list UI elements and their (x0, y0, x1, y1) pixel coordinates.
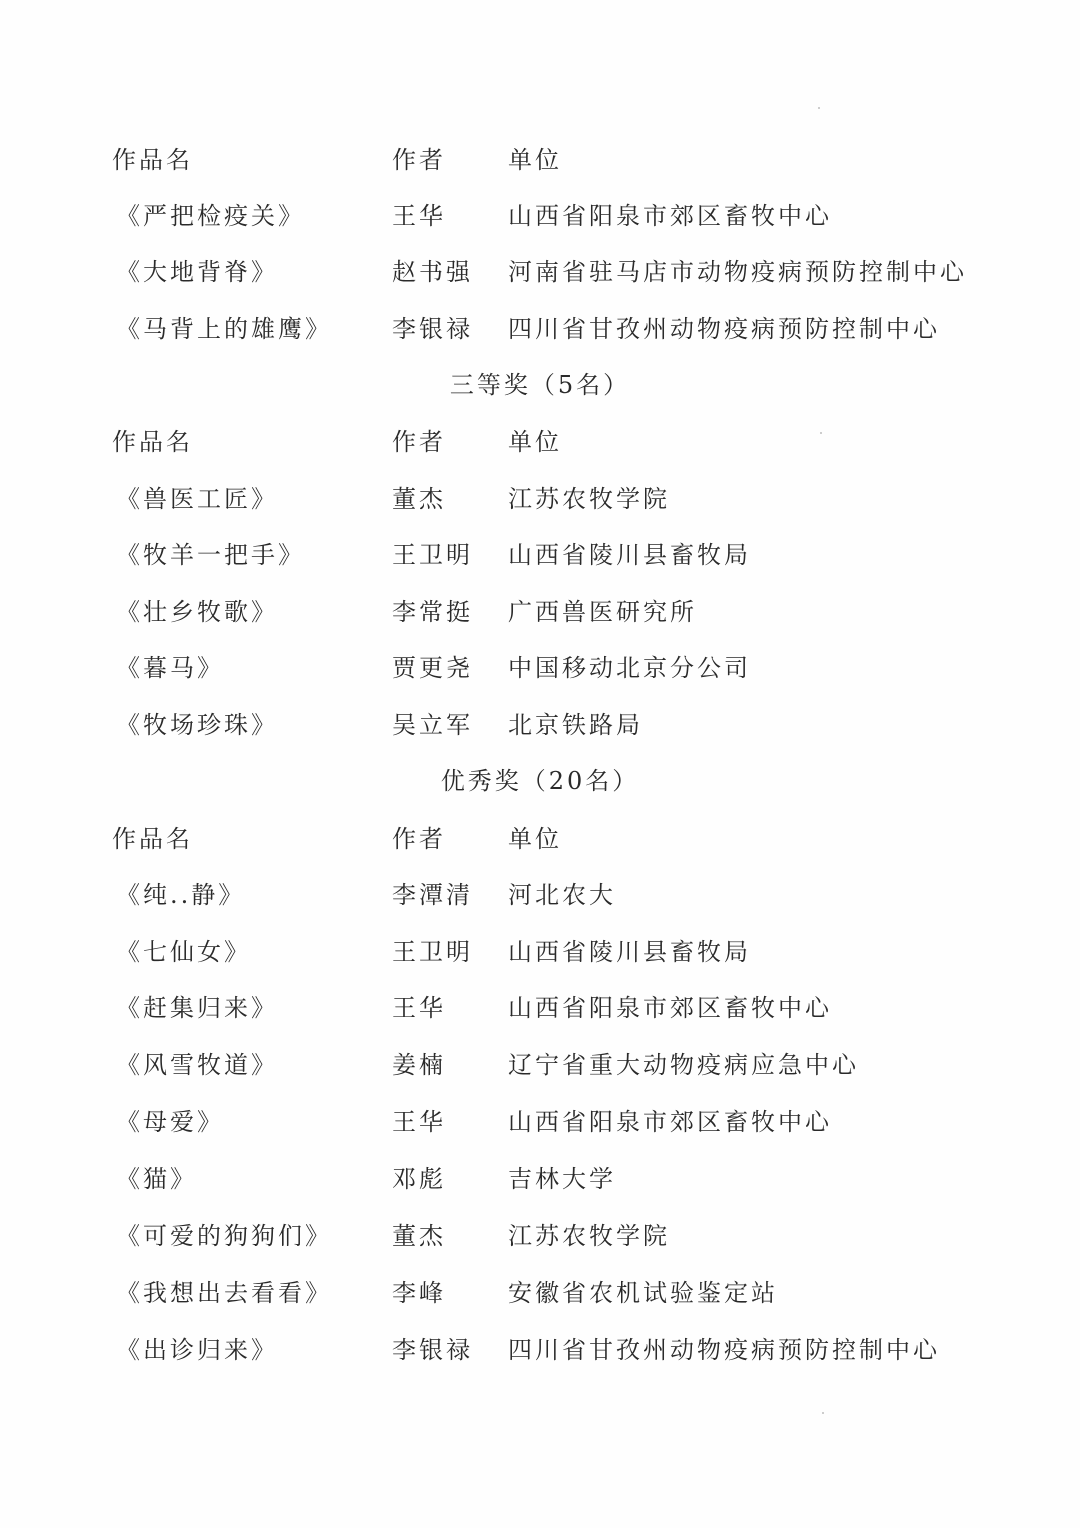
entry-title: 《七仙女》 (116, 938, 251, 966)
table-row (0, 1330, 1080, 1370)
entry-title: 《壮乡牧歌》 (116, 598, 278, 626)
entry-unit: 广西兽医研究所 (508, 598, 697, 626)
table-row (0, 1216, 1080, 1256)
entry-author: 董杰 (392, 485, 446, 513)
column-header-row (0, 422, 1080, 462)
table-row (0, 196, 1080, 236)
table-row (0, 535, 1080, 575)
entry-unit: 北京铁路局 (508, 711, 643, 739)
header-unit: 单位 (508, 825, 562, 853)
entry-author: 贾更尧 (392, 654, 473, 682)
scan-speck (820, 432, 822, 434)
table-row (0, 988, 1080, 1028)
entry-unit: 四川省甘孜州动物疫病预防控制中心 (508, 1336, 940, 1364)
entry-unit: 山西省阳泉市郊区畜牧中心 (508, 994, 832, 1022)
entry-author: 王华 (392, 1108, 446, 1136)
entry-unit: 江苏农牧学院 (508, 1222, 670, 1250)
entry-unit: 四川省甘孜州动物疫病预防控制中心 (508, 315, 940, 343)
entry-unit: 山西省阳泉市郊区畜牧中心 (508, 1108, 832, 1136)
table-row (0, 648, 1080, 688)
table-row (0, 705, 1080, 745)
entry-title: 《猫》 (116, 1165, 197, 1193)
entry-title: 《我想出去看看》 (116, 1279, 332, 1307)
table-row (0, 875, 1080, 915)
table-row (0, 1273, 1080, 1313)
header-title: 作品名 (112, 825, 193, 853)
entry-title: 《马背上的雄鹰》 (116, 315, 332, 343)
entry-title: 《牧羊一把手》 (116, 541, 305, 569)
entry-author: 王华 (392, 994, 446, 1022)
entry-author: 姜楠 (392, 1051, 446, 1079)
header-unit: 单位 (508, 146, 562, 174)
header-title: 作品名 (112, 146, 193, 174)
scan-speck (818, 107, 820, 109)
entry-title: 《大地背脊》 (116, 258, 278, 286)
section-heading-excellence-award: 优秀奖（20名） (440, 767, 640, 795)
entry-title: 《严把检疫关》 (116, 202, 305, 230)
table-row (0, 309, 1080, 349)
table-row (0, 479, 1080, 519)
entry-unit: 辽宁省重大动物疫病应急中心 (508, 1051, 859, 1079)
entry-title: 《赶集归来》 (116, 994, 278, 1022)
column-header-row (0, 819, 1080, 859)
entry-author: 李潭清 (392, 881, 473, 909)
entry-author: 李峰 (392, 1279, 446, 1307)
entry-title: 《兽医工匠》 (116, 485, 278, 513)
entry-unit: 山西省阳泉市郊区畜牧中心 (508, 202, 832, 230)
entry-unit: 吉林大学 (508, 1165, 616, 1193)
entry-title: 《可爱的狗狗们》 (116, 1222, 332, 1250)
entry-author: 李常挺 (392, 598, 473, 626)
entry-unit: 山西省陵川县畜牧局 (508, 938, 751, 966)
entry-title: 《暮马》 (116, 654, 224, 682)
section-heading-third-prize: 三等奖（5名） (449, 371, 631, 399)
entry-unit: 河南省驻马店市动物疫病预防控制中心 (508, 258, 967, 286)
entry-author: 王卫明 (392, 938, 473, 966)
entry-unit: 安徽省农机试验鉴定站 (508, 1279, 778, 1307)
entry-author: 吴立军 (392, 711, 473, 739)
entry-title: 《母爱》 (116, 1108, 224, 1136)
entry-unit: 中国移动北京分公司 (508, 654, 751, 682)
column-header-row (0, 140, 1080, 180)
header-author: 作者 (392, 825, 446, 853)
header-author: 作者 (392, 428, 446, 456)
entry-author: 王卫明 (392, 541, 473, 569)
header-author: 作者 (392, 146, 446, 174)
entry-title: 《风雪牧道》 (116, 1051, 278, 1079)
table-row (0, 1159, 1080, 1199)
entry-unit: 山西省陵川县畜牧局 (508, 541, 751, 569)
entry-title: 《牧场珍珠》 (116, 711, 278, 739)
entry-author: 李银禄 (392, 1336, 473, 1364)
table-row (0, 1102, 1080, 1142)
entry-author: 王华 (392, 202, 446, 230)
table-row (0, 252, 1080, 292)
header-unit: 单位 (508, 428, 562, 456)
header-title: 作品名 (112, 428, 193, 456)
table-row (0, 932, 1080, 972)
table-row (0, 1045, 1080, 1085)
entry-author: 赵书强 (392, 258, 473, 286)
entry-title: 《纯..静》 (116, 881, 246, 909)
scan-speck (822, 1412, 824, 1414)
entry-author: 李银禄 (392, 315, 473, 343)
entry-title: 《出诊归来》 (116, 1336, 278, 1364)
entry-author: 董杰 (392, 1222, 446, 1250)
entry-unit: 江苏农牧学院 (508, 485, 670, 513)
entry-unit: 河北农大 (508, 881, 616, 909)
entry-author: 邓彪 (392, 1165, 446, 1193)
table-row (0, 592, 1080, 632)
